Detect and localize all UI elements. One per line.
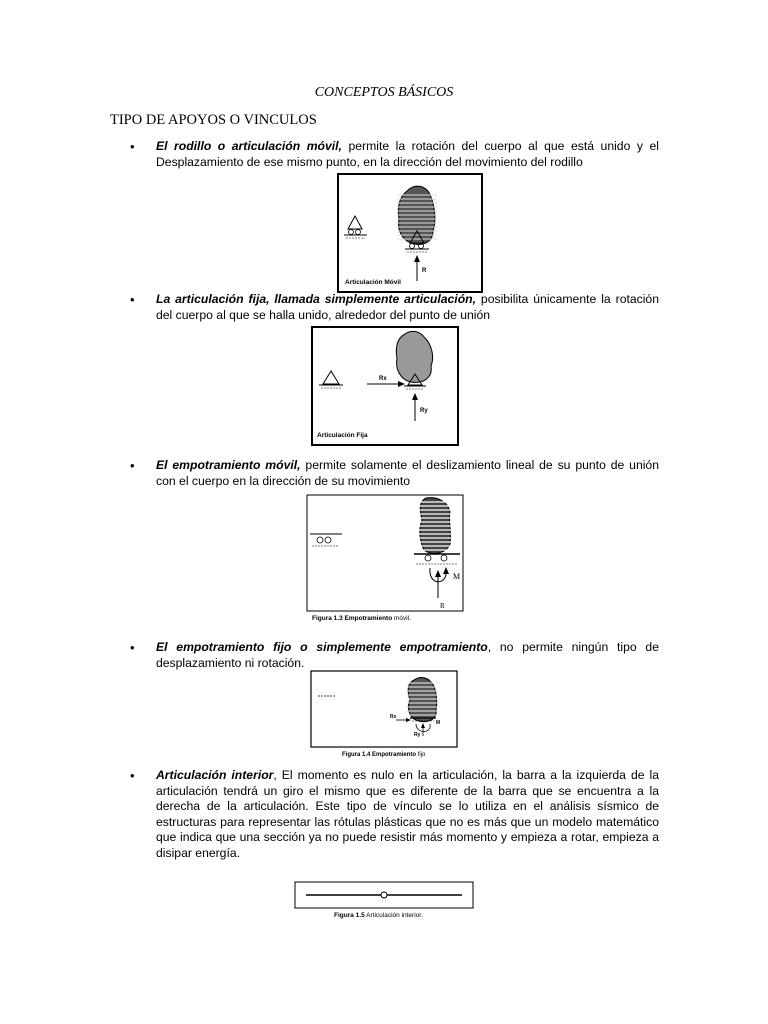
item-term: Articulación interior [156,768,274,782]
figure-label: Articulación Fija [317,432,368,439]
reaction-label: R [440,602,445,610]
figure-empotramiento-movil [306,494,466,624]
figure-caption: Figura 1.5 Articulación interior. [334,912,423,919]
reaction-label: R [422,268,427,274]
item-text: posibilita únicamente la rotación del cuerpo al que se halla unido, alrededor del punto de unión [156,292,659,322]
figure-caption: Figura 1.3 Empotramiento móvil. [312,615,411,622]
item-text: , no permite ningún tipo de desplazamiento ni rotación. [156,640,659,670]
item-term: La articulación fija, llamada simplemente articulación, [156,292,476,306]
bullet-icon: • [130,640,135,655]
list-item [130,458,659,489]
page-title: CONCEPTOS BÁSICOS [314,85,454,100]
moment-label: M [453,572,461,581]
moment-label: M [436,720,441,726]
item-term: El rodillo o articulación móvil, [156,139,342,153]
figure-rodillo [337,173,485,293]
reaction-x-label: Rx [390,714,397,720]
bullet-icon: • [130,458,135,473]
bullet-icon: • [130,292,135,307]
figure-articulacion-fija [311,326,459,446]
figure-label: Articulación Móvil [345,279,401,286]
item-text: , El momento es nulo en la articulación, la barra a la izquierda de la articulación tendrá un giro el mismo que es diferente de la barra que se encuentra a la derecha de la articulación. Este tipo de vínculo se lo utiliza en el análisis sísmico de estructuras para representar las rótulas plásticas que no es más que un modelo matemático que indica que una sección ya no puede resistir más momento y empieza a rotar, empieza a disipar energía. [156,768,659,860]
bullet-icon: • [130,768,135,783]
list-item [130,139,659,170]
figure-empotramiento-fijo [310,670,460,760]
figure-caption: Figura 1.4 Empotramiento fijo [342,752,426,758]
reaction-x-label: Rx [379,376,387,382]
figure-articulacion-interior [294,881,476,931]
reaction-y-label: Ry [414,732,421,738]
reaction-y-label: Ry [420,408,428,414]
item-text: permite solamente el deslizamiento lineal de su punto de unión con el cuerpo en la dirección de su movimiento [156,458,659,488]
item-term: El empotramiento fijo o simplemente empotramiento [156,640,488,654]
item-text: permite la rotación del cuerpo al que está unido y el Desplazamiento de ese mismo punto, en la dirección del movimiento del rodillo [156,139,659,169]
item-term: El empotramiento móvil, [156,458,301,472]
bullet-icon: • [130,139,135,154]
section-heading: TIPO DE APOYOS O VINCULOS [110,112,317,128]
list-item [130,292,659,323]
list-item [130,640,659,671]
list-item [130,768,659,861]
